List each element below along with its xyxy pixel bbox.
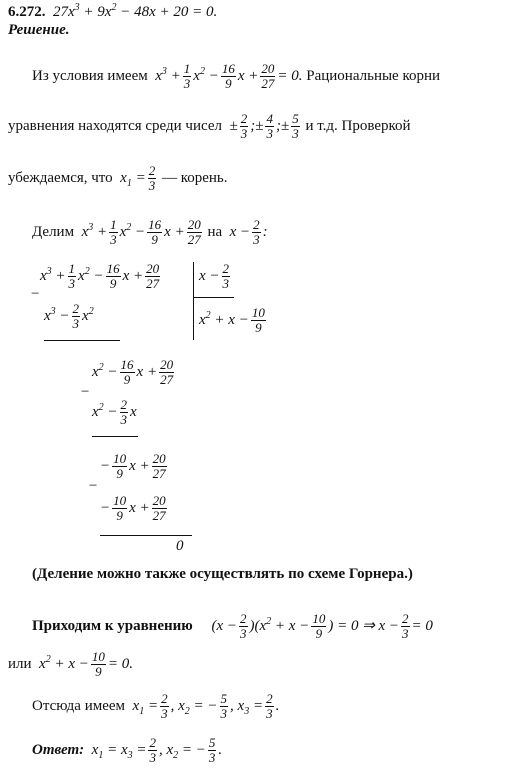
conclusion-eq2: $x^2 + x$ − $\frac{10}{9}$ = 0. — [35, 649, 133, 679]
division-bracket — [193, 262, 194, 340]
conclusion-line2 — [8, 650, 133, 679]
solution-label: Решение. — [8, 22, 70, 38]
horner-note: (Деление можно также осуществлять по схеме Горнера.) — [32, 566, 413, 582]
division-on: на — [207, 223, 223, 240]
minus-sign-2: − — [80, 384, 91, 400]
step1-underline — [44, 340, 120, 341]
division-quotient: $x^2 + x$ − $\frac{10}{9}$ — [199, 305, 265, 335]
answer-label: Ответ: — [32, 741, 85, 758]
conclusion-text1: Приходим к уравнению — [32, 617, 193, 634]
division-intro — [32, 218, 268, 247]
para1-equation: $x^3$ + $\frac{1}{3}$ $x^2$ − $\frac{16}{9}$ x + $\frac{20}{27}$ = 0. — [151, 61, 303, 91]
division-step1-sub: $x^3$ − $\frac{2}{3}$ $x^2$ — [44, 301, 94, 331]
para1-line2 — [8, 112, 411, 141]
minus-sign-1: − — [30, 286, 41, 302]
answer-values: $x_1 = x_3$ = $\frac{2}{3}$ , $x_2$ = − $\frac{5}{3}$ . — [87, 735, 223, 765]
division-divisor: x − $\frac{2}{3}$ : — [225, 217, 268, 247]
division-dividend: $x^3$ + $\frac{1}{3}$ $x^2$ − $\frac{16}{9}$ x + $\frac{20}{27}$ — [77, 217, 201, 247]
problem-header — [8, 2, 217, 21]
minus-sign-3: − — [88, 478, 99, 494]
roots-label: Отсюда имеем — [32, 697, 126, 714]
para1-candidates: ± $\frac{2}{3}$ ;± $\frac{4}{3}$ ;± $\frac{5}{3}$ — [225, 111, 299, 141]
step3-underline — [100, 535, 192, 536]
conclusion-roots — [32, 692, 279, 721]
conclusion-line1 — [32, 612, 433, 641]
division-final: 0 — [176, 538, 184, 554]
para1-text4: и т.д. Проверкой — [305, 117, 411, 134]
division-rem1: $x^2$ − $\frac{16}{9}$ x + $\frac{20}{27}$ — [92, 357, 174, 387]
division-divisor-row: x − $\frac{2}{3}$ — [199, 261, 230, 291]
para1-text5: убеждаемся, что — [8, 169, 113, 186]
division-intro-label: Делим — [32, 223, 75, 240]
para1-line3 — [8, 164, 228, 193]
divisor-underline — [194, 297, 234, 298]
para1-text2: Рациональные корни — [306, 67, 441, 84]
para1-text6: — корень. — [161, 169, 228, 186]
step2-underline — [92, 436, 138, 437]
division-dividend-row: $x^3$ + $\frac{1}{3}$ $x^2$ − $\frac{16}{9}$ x + $\frac{20}{27}$ — [40, 261, 160, 291]
answer-line — [32, 736, 222, 765]
conclusion-eq1: (x − $\frac{2}{3}$ )($x^2 + x$ − $\frac{10}{9}$ ) = 0 ⇒ x − $\frac{2}{3}$ = 0 — [196, 611, 433, 641]
para1-text3: уравнения находятся среди чисел — [8, 117, 222, 134]
para1-root: $x_1$ = $\frac{2}{3}$ — [116, 163, 156, 193]
conclusion-or: или — [8, 655, 32, 672]
division-step2-sub: $x^2$ − $\frac{2}{3}$ x — [92, 397, 137, 427]
division-rem2: − $\frac{10}{9}$ x + $\frac{20}{27}$ — [100, 451, 166, 481]
problem-number: 6.272. — [8, 4, 46, 20]
para1-line1 — [32, 62, 440, 91]
division-step3-sub: − $\frac{10}{9}$ x + $\frac{20}{27}$ — [100, 493, 166, 523]
roots-values: $x_1$ = $\frac{2}{3}$ , $x_2$ = − $\frac{5}{3}$ , $x_3$ = $\frac{2}{3}$ . — [128, 691, 280, 721]
problem-equation: $27x^3 + 9x^2 - 48x + 20 = 0$. — [49, 2, 218, 20]
para1-text1: Из условия имеем — [32, 67, 148, 84]
